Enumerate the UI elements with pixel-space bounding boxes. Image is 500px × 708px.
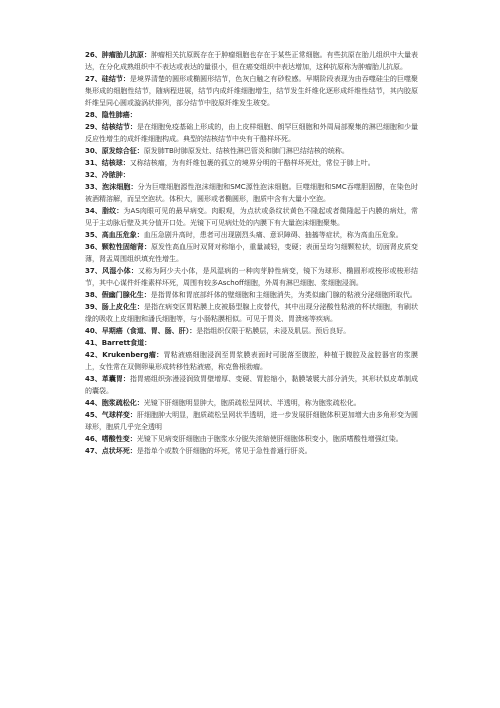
glossary-entry: [85, 445, 418, 457]
glossary-entry: [85, 349, 418, 373]
entry-definition: 分为巨噬细胞源性泡沫细胞和SMC源性泡沫细胞。巨噬细胞和SMC吞噬胆固醇，在染色时被酒精溶解，而呈空泡状。体积大，圆形或者椭圆形，胞质中含有大量小空泡。: [85, 183, 418, 203]
entry-definition: 是指在病变区胃粘膜上皮被肠型腺上皮替代，其中出现分泌酸性粘液的杯状细胞，有刷状缘的吸收上皮细胞和潘氏细胞等，与小肠粘膜相似。可见于胃炎、胃溃疡等疾病。: [85, 303, 419, 323]
glossary-entry: [85, 397, 418, 409]
glossary-entry: [85, 73, 418, 109]
entry-definition: 血压急剧升高时，患者可出现剧烈头痛、意识障碍、抽搐等症状，称为高血压危象。: [143, 231, 403, 239]
entry-definition: 是在细胞免疫基础上形成的，由上皮样细胞、朗罕巨细胞和外周局部聚集的淋巴细胞和少量反应性增生的成纤维细胞构成。典型的结核结节中央有干酪样坏死。: [85, 123, 418, 143]
entry-term: 44、胞浆疏松化：: [85, 399, 144, 407]
entry-definition: 是指组织仅限于粘膜层，未浸及肌层。预后良好。: [196, 327, 351, 335]
entry-definition: 原发肺TB时肺原发灶、结核性淋巴管炎和肺门淋巴结结核的统称。: [143, 147, 349, 155]
entry-term: 30、原发综合征：: [85, 147, 144, 155]
entry-term: 42、Krukenberg瘤：: [85, 351, 164, 359]
glossary-entry: [85, 241, 418, 265]
entry-term: 26、肿瘤胎儿抗原：: [85, 51, 151, 59]
glossary-entry: [85, 373, 418, 397]
entry-definition: 是指单个或数个肝细胞的坏死，常见于急性普通行肝炎。: [136, 447, 312, 455]
glossary-entry: [85, 337, 418, 349]
entry-definition: 为AS肉眼可见的最早病变。肉眼观，为点状或条纹状黄色不隆起或者微隆起于内膜的病灶，常见于主动脉后壁及其分值开口处。光镜下可见病灶处的内膜下有大量泡沫细胞聚集。: [85, 207, 418, 227]
entry-term: 29、结核结节：: [85, 123, 137, 131]
entry-definition: 胃粘液癌细胞浸润至胃浆膜表面时可脱落至腹腔，种植于腹腔及盆腔器官的浆膜上，女性常在双侧卵巢形成转移性粘液癌，称克鲁根勃瘤。: [85, 351, 418, 371]
glossary-entry: [85, 265, 418, 289]
entry-term: 47、点状坏死：: [85, 447, 137, 455]
glossary-entry: [85, 157, 418, 169]
entry-definition: 光镜下肝细胞明显肿大，胞质疏松呈网状、半透明，称为胞浆疏松化。: [143, 399, 361, 407]
entry-term: 28、隐性肺癌：: [85, 111, 137, 119]
entry-term: 37、风湿小体：: [85, 267, 139, 275]
entry-term: 38、假幽门腺化生：: [85, 291, 151, 299]
entry-term: 39、肠上皮化生：: [85, 303, 144, 311]
entry-definition: 是境界清楚的圆形或椭圆形结节，色灰白触之有砂粒感。早期阶段表现为由吞噬硅尘的巨噬聚集形成的细胞性结节，随病程进展，结节内成纤维细胞增生，结节发生纤维化逐形成纤维性结节，其内胶原纤维呈同心圆或漩涡状排列，部分结节中胶原纤维发生玻变。: [85, 75, 418, 107]
glossary-entry: [85, 325, 418, 337]
entry-term: 40、早期癌（食道、胃、肠、肝）：: [85, 327, 197, 335]
entry-term: 31、结核球：: [85, 159, 130, 167]
entry-term: 41、Barrett食道：: [85, 339, 152, 347]
entry-term: 34、脂纹：: [85, 207, 124, 215]
entry-definition: 肝细胞肿大明显，胞质疏松呈网状半透明，进一步发展肝细胞体积更加增大由多角形变为圆球形，胞质几乎完全透明: [85, 411, 418, 431]
entry-term: 46、嗜酸性变：: [85, 435, 137, 443]
entry-definition: 又称为阿少夫小体，是风湿病的一种肉芽肿性病变，镜下为球形、椭圆形或梭形或梭形结节，其中心谋件纤维素样坏死，周围有较多Aschoff细胞，外周有淋巴细胞、浆细胞浸润。: [85, 267, 418, 287]
entry-term: 33、泡沫细胞：: [85, 183, 138, 191]
entry-definition: 肿瘤相关抗原既存在于肿瘤细胞也存在于某些正常细胞。有些抗原在胎儿组织中大量表达，在分化成熟组织中不表达或表达的量很小，但在癌变组织中表达增加，这种抗原称为肿瘤胎儿抗原。: [85, 51, 419, 71]
glossary-entry: [85, 301, 418, 325]
entry-definition: 是指胃体和胃底部纤体的壁细胞和主细胞消失，为类似幽门腺的粘液分泌细胞所取代。: [150, 291, 417, 299]
entry-term: 27、硅结节：: [85, 75, 130, 83]
glossary-entry: [85, 229, 418, 241]
glossary-entry: [85, 49, 418, 73]
entry-term: 43、革囊胃：: [85, 375, 130, 383]
entry-term: 45、气球样变：: [85, 411, 137, 419]
glossary-entry: [85, 169, 418, 181]
entry-term: 35、高血压危象：: [85, 231, 144, 239]
glossary-list: [85, 49, 418, 457]
glossary-entry: [85, 289, 418, 301]
glossary-entry: [85, 433, 418, 445]
glossary-entry: [85, 121, 418, 145]
entry-term: 36、颗粒性固缩肾：: [85, 243, 151, 251]
entry-definition: 又称结核瘤，为有纤维包裹的孤立的境界分明的干酪样坏死灶，常位于肺上叶。: [129, 159, 375, 167]
glossary-entry: [85, 205, 418, 229]
entry-term: 32、冷脓肿：: [85, 171, 130, 179]
glossary-entry: [85, 109, 418, 121]
glossary-entry: [85, 181, 418, 205]
glossary-entry: [85, 409, 418, 433]
entry-definition: 原发性高血压时双肾对称缩小，重量减轻，变硬；表面呈均匀细颗粒状，切面肾皮质变薄，肾盂周围组织填充性增生。: [85, 243, 419, 263]
glossary-entry: [85, 145, 418, 157]
entry-definition: 指胃癌组织弥漫浸润致胃壁增厚、变硬、胃腔缩小，黏膜皱襞大部分消失，其形状似皮革制成的囊袋。: [85, 375, 418, 395]
entry-definition: 光镜下见病变肝细胞由于胞浆水分脱失浓缩使肝细胞体积变小，胞质嗜酸性增强红染。: [136, 435, 403, 443]
